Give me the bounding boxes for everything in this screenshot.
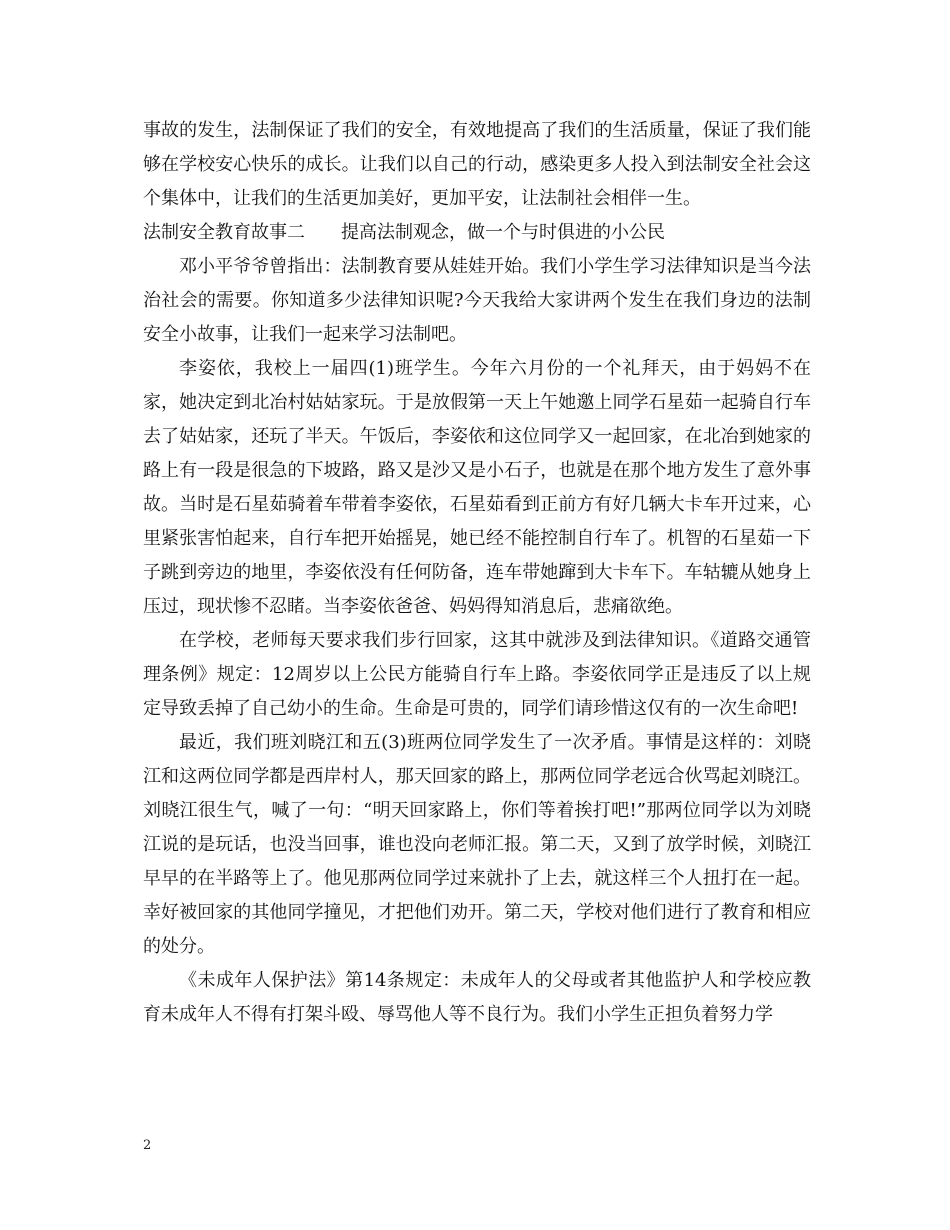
paragraph-6: 《未成年人保护法》第14条规定：未成年人的父母或者其他监护人和学校应教育未成年人不得有打架斗殴、辱骂他人等不良行为。我们小学生正担负着努力学 — [143, 970, 811, 1025]
paragraph-3: 李姿依，我校上一届四(1)班学生。今年六月份的一个礼拜天，由于妈妈不在家，她决定到北冶村姑姑家玩。于是放假第一天上午她邀上同学石星茹一起骑自行车去了姑姑家，还玩了半天。午饭后，李姿依和这位同学又一起回家，在北冶到她家的路上有一段是很急的下坡路，路又是沙又是小石子，也就是在那个地方发生了意外事故。当时是石星茹骑着车带着李姿依，石星茹看到正前方有好几辆大卡车开过来，心里紧张害怕起来，自行车把开始摇晃，她已经不能控制自行车了。机智的石星茹一下子跳到旁边的地里，李姿依没有任何防备，连车带她蹿到大卡车下。车轱辘从她身上压过，现状惨不忍睹。当李姿依爸爸、妈妈得知消息后，悲痛欲绝。 — [143, 358, 811, 617]
document-body — [143, 114, 811, 1032]
page-number: 2 — [143, 1138, 152, 1153]
paragraph-5: 最近，我们班刘晓江和五(3)班两位同学发生了一次矛盾。事情是这样的：刘晓江和这两位同学都是西岸村人，那天回家的路上，那两位同学老远合伙骂起刘晓江。刘晓江很生气，喊了一句：“明天回家路上，你们等着挨打吧!”那两位同学以为刘晓江说的是玩话，也没当回事，谁也没向老师汇报。第二天，又到了放学时候，刘晓江早早的在半路等上了。他见那两位同学过来就扑了上去，就这样三个人扭打在一起。幸好被回家的其他同学撞见，才把他们劝开。第二天，学校对他们进行了教育和相应的处分。 — [143, 732, 811, 957]
paragraph-2: 邓小平爷爷曾指出：法制教育要从娃娃开始。我们小学生学习法律知识是当今法治社会的需要。你知道多少法律知识呢?今天我给大家讲两个发生在我们身边的法制安全小故事，让我们一起来学习法制吧。 — [143, 256, 811, 345]
paragraph-4: 在学校，老师每天要求我们步行回家，这其中就涉及到法律知识。《道路交通管理条例》规定：12周岁以上公民方能骑自行车上路。李姿依同学正是违反了以上规定导致丢掉了自己幼小的生命。生命是可贵的，同学们请珍惜这仅有的一次生命吧! — [143, 630, 811, 719]
section-heading: 法制安全教育故事二 提高法制观念，做一个与时俱进的小公民 — [143, 222, 665, 243]
paragraph-1: 事故的发生，法制保证了我们的安全，有效地提高了我们的生活质量，保证了我们能够在学校安心快乐的成长。让我们以自己的行动，感染更多人投入到法制安全社会这个集体中，让我们的生活更加美好，更加平安，让法制社会相伴一生。 — [143, 120, 811, 209]
